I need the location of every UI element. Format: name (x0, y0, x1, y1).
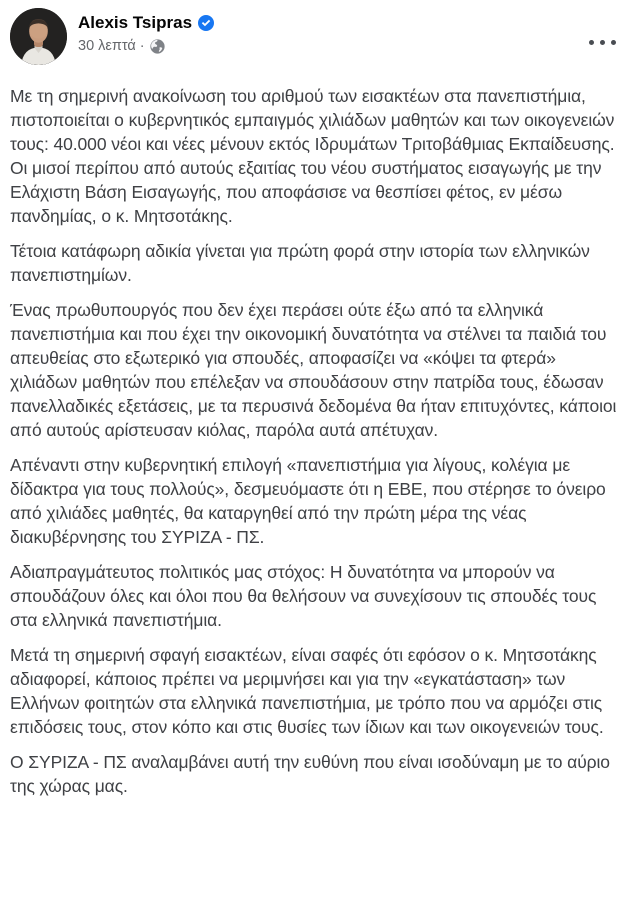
menu-dot-icon (611, 40, 616, 45)
profile-avatar[interactable] (10, 8, 67, 65)
privacy-globe-icon (150, 39, 165, 54)
name-row (78, 12, 214, 34)
post-paragraph: Ένας πρωθυπουργός που δεν έχει περάσει ούτε έξω από τα ελληνικά πανεπιστήμια και που έχει την οικονομική δυνατότητα να στέλνει τα παιδιά του απευθείας στο εξωτερικό για σπουδές, αποφασίζει να «κόψει τα φτερά» χιλιάδων μαθητών που επέλεξαν να σπουδάσουν στην πατρίδα τους, έδωσαν πανελλαδικές εξετάσεις, με τα περυσινά δεδομένα θα ήταν επιτυχόντες, κάποιοι από αυτούς αρίστευσαν κιόλας, παρόλα αυτά απέτυχαν. (10, 300, 617, 440)
meta-separator: · (139, 38, 145, 54)
menu-dot-icon (589, 40, 594, 45)
post-paragraph: Μετά τη σημερινή σφαγή εισακτέων, είναι σαφές ότι εφόσον ο κ. Μητσοτάκης αδιαφορεί, κάποιος πρέπει να μεριμνήσει και για την «εγκατάσταση» των Ελλήνων φοιτητών στα ελληνικά πανεπιστήμια, με τρόπο που να αρμόζει στις επιδόσεις τους, στον κόπο και στις θυσίες των ίδιων και των οικογενειών τους. (10, 645, 604, 737)
more-options-button[interactable] (581, 32, 624, 53)
timestamp[interactable]: 30 λεπτά (78, 38, 136, 54)
avatar-photo (10, 8, 67, 65)
post-paragraph: Τέτοια κατάφωρη αδικία γίνεται για πρώτη φορά στην ιστορία των ελληνικών πανεπιστημίων. (10, 241, 590, 285)
profile-name[interactable]: Alexis Tsipras (78, 13, 193, 32)
post-paragraph: Αδιαπραγμάτευτος πολιτικός μας στόχος: Η δυνατότητα να μπορούν να σπουδάζουν όλες και όλοι που θα θελήσουν να συνεχίσουν τις σπουδές τους στα ελληνικά πανεπιστήμια. (10, 562, 597, 630)
post-paragraph: Ο ΣΥΡΙΖΑ - ΠΣ αναλαμβάνει αυτή την ευθύνη που είναι ισοδύναμη με το αύριο της χώρας μας. (10, 752, 610, 796)
verified-badge-icon (198, 15, 214, 31)
post-paragraph: Με τη σημερινή ανακοίνωση του αριθμού των εισακτέων στα πανεπιστήμια, πιστοποιείται ο κυβερνητικός εμπαιγμός χιλιάδων μαθητών και των οικογενειών τους: 40.000 νέοι και νέες μένουν εκτός Ιδρυμάτων Τριτοβάθμιας Εκπαίδευσης. Οι μισοί περίπου από αυτούς εξαιτίας του νέου συστήματος εισαγωγής με την Ελάχιστη Βάση Εισαγωγής, που αποφάσισε να θεσπίσει φέτος, εν μέσω πανδημίας, ο κ. Μητσοτάκης. (10, 86, 615, 226)
header-text (78, 8, 214, 55)
menu-dot-icon (600, 40, 605, 45)
post-paragraph: Απέναντι στην κυβερνητική επιλογή «πανεπιστήμια για λίγους, κολέγια με δίδακτρα για τους πολλούς», δεσμευόμαστε ότι η ΕΒΕ, που στέρησε το όνειρο από χιλιάδες μαθητές, θα καταργηθεί από την πρώτη μέρα της νέας διακυβέρνησης του ΣΥΡΙΖΑ - ΠΣ. (10, 455, 606, 547)
post-meta (78, 37, 214, 55)
post-header (10, 8, 630, 65)
post-content (10, 84, 626, 798)
